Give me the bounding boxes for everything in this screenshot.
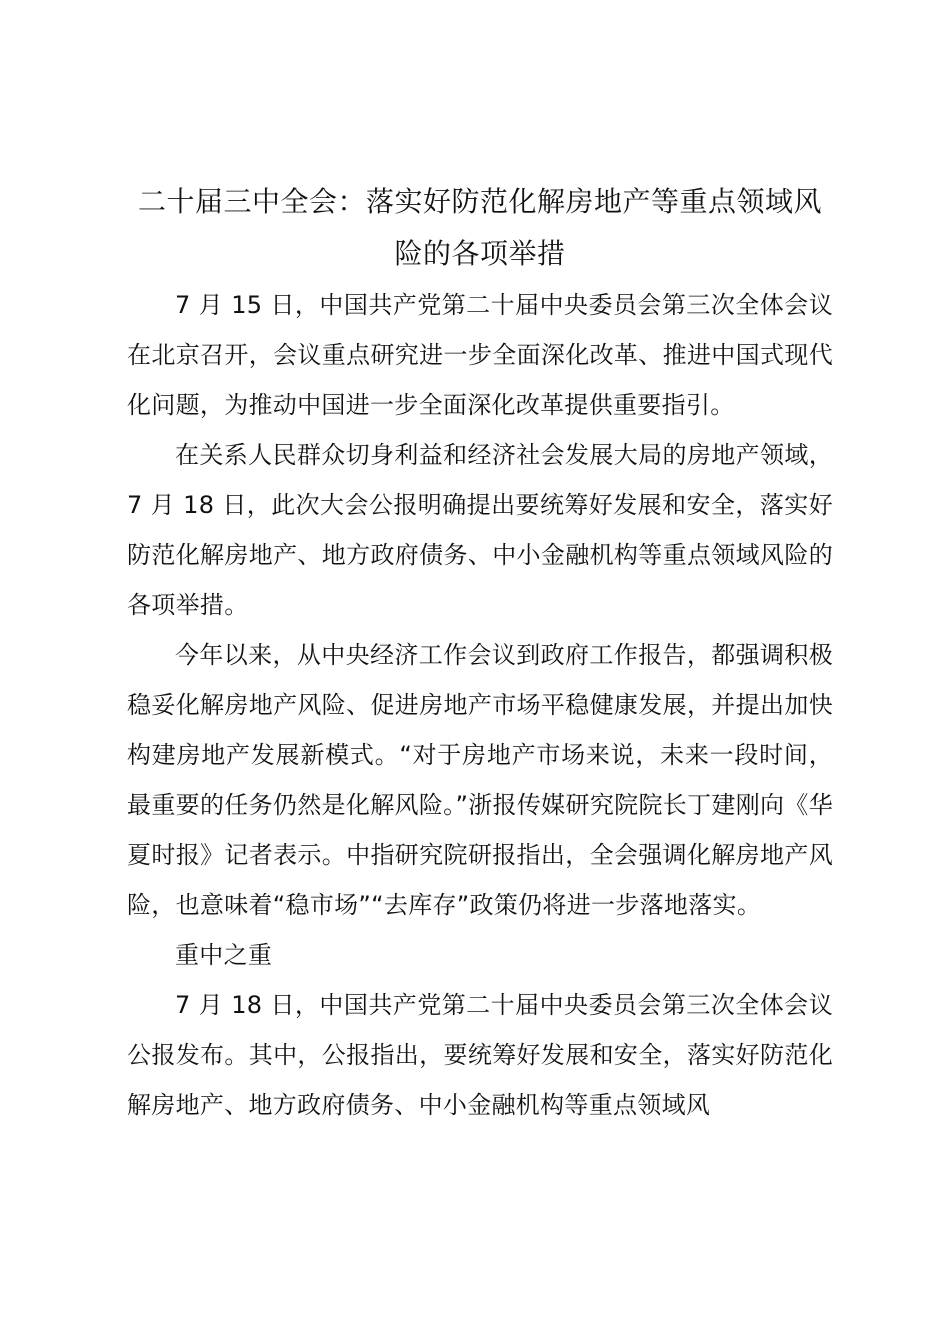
paragraph-2: 在关系人民群众切身利益和经济社会发展大局的房地产领域，7 月 18 日，此次大会公报明确提出要统筹好发展和安全，落实好防范化解房地产、地方政府债务、中小金融机构等重点领域风险的各项举措。	[127, 441, 833, 619]
document-body	[127, 176, 833, 1130]
paragraph-4: 7 月 18 日，中国共产党第二十届中央委员会第三次全体会议公报发布。其中，公报指出，要统筹好发展和安全，落实好防范化解房地产、地方政府债务、中小金融机构等重点领域风	[127, 991, 833, 1119]
paragraph-3: 今年以来，从中央经济工作会议到政府工作报告，都强调积极稳妥化解房地产风险、促进房地产市场平稳健康发展，并提出加快构建房地产发展新模式。“对于房地产市场来说，未来一段时间，最重要的任务仍然是化解风险。”浙报传媒研究院院长丁建刚向《华夏时报》记者表示。中指研究院研报指出，全会强调化解房地产风险，也意味着“稳市场”“去库存”政策仍将进一步落地落实。	[127, 641, 833, 919]
paragraph-1: 7 月 15 日，中国共产党第二十届中央委员会第三次全体会议在北京召开，会议重点研究进一步全面深化改革、推进中国式现代化问题，为推动中国进一步全面深化改革提供重要指引。	[127, 291, 833, 419]
document-title: 二十届三中全会：落实好防范化解房地产等重点领域风险的各项举措	[137, 185, 822, 270]
section-heading: 重中之重	[175, 941, 273, 969]
